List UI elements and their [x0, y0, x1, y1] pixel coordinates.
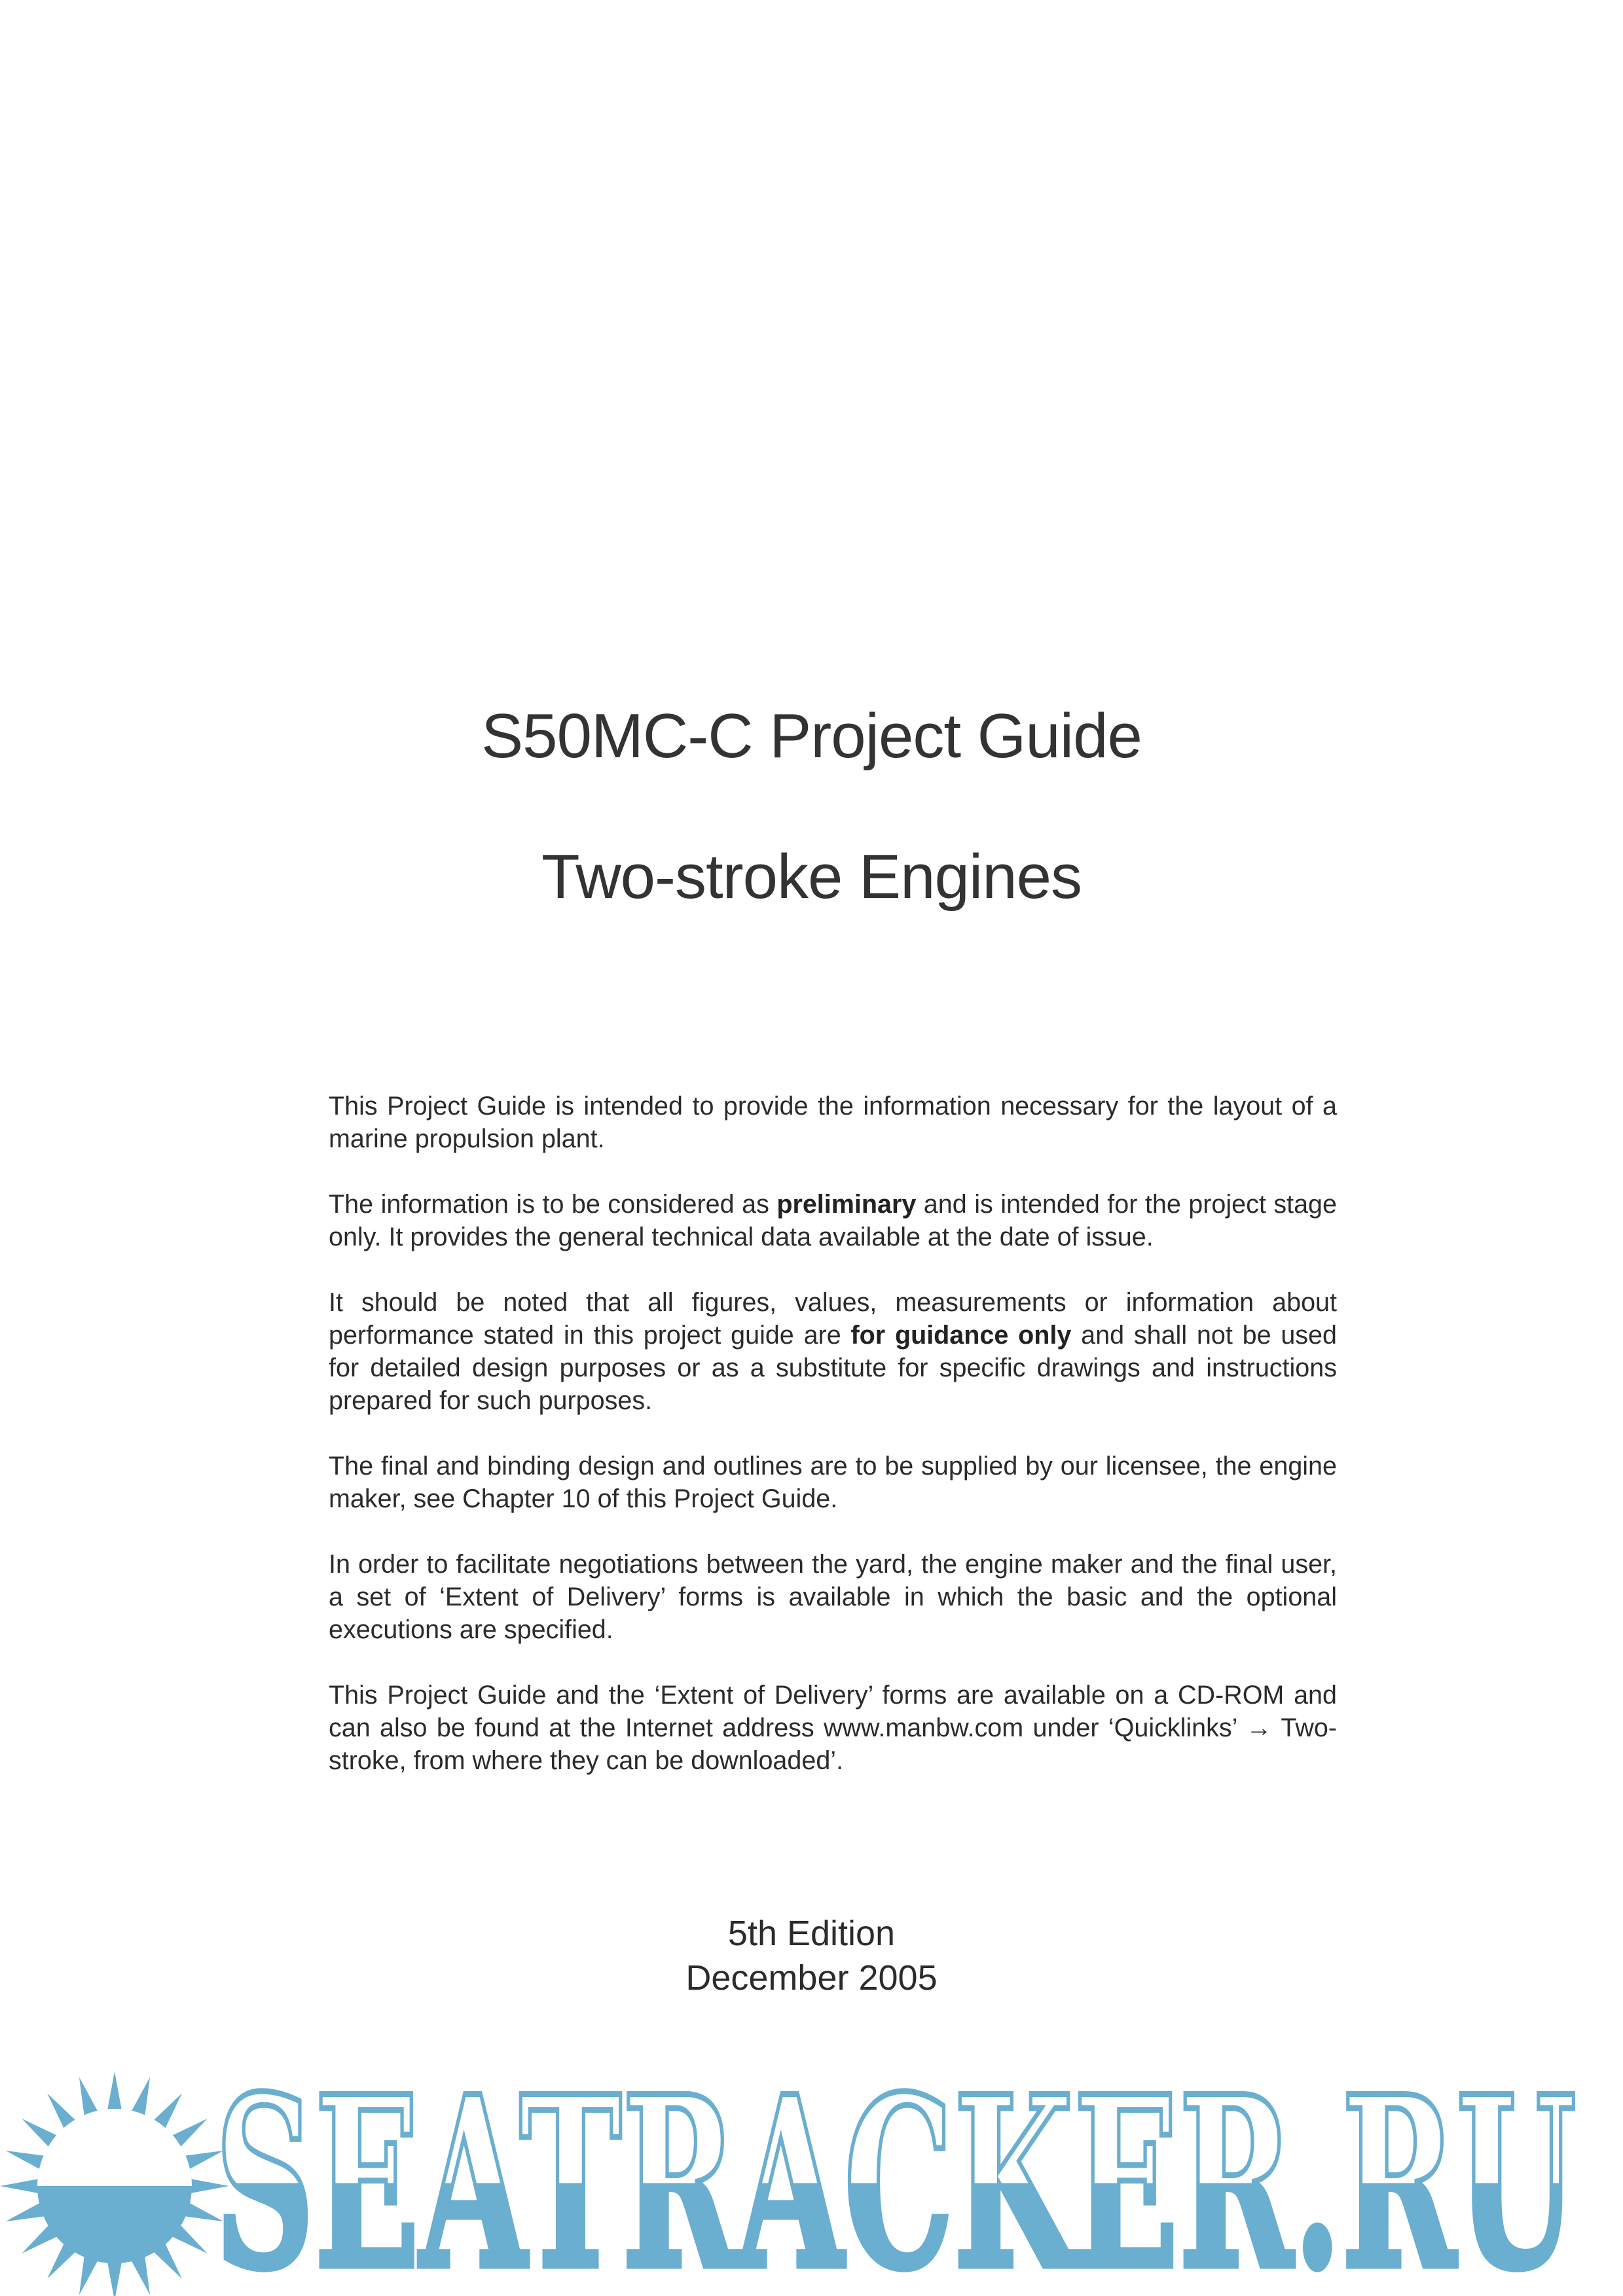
paragraph-6: This Project Guide and the ‘Extent of Delivery’ forms are available on a CD-ROM and can also be found at the Internet address www.manbw.com under ‘Quicklinks’ → Two-stroke, from where they can be downloaded’. — [329, 1681, 1337, 1775]
watermark-banner — [0, 2055, 1623, 2296]
intro-text — [329, 1090, 1337, 1810]
watermark-text: SEATRACKER.RU — [215, 2055, 1577, 2296]
paragraph-1: This Project Guide is intended to provide the information necessary for the layout of a marine propulsion plant. — [329, 1092, 1337, 1153]
paragraph-2: The information is to be considered as preliminary and is intended for the project stage only. It provides the general technical data available at the date of issue. — [329, 1190, 1337, 1251]
paragraph-4: The final and binding design and outlines are to be supplied by our licensee, the engine maker, see Chapter 10 of this Project Guide. — [329, 1452, 1337, 1513]
page-subtitle: Two-stroke Engines — [541, 842, 1082, 912]
edition-label: 5th Edition — [727, 1914, 896, 1953]
paragraph-5: In order to facilitate negotiations between the yard, the engine maker and the final user, a set of ‘Extent of Delivery’ forms is available in which the basic and the optional executions are specified. — [329, 1550, 1337, 1644]
page-title: S50MC-C Project Guide — [481, 701, 1142, 771]
sun-logo-icon — [0, 2072, 229, 2296]
edition-date: December 2005 — [685, 1958, 938, 1998]
paragraph-3: It should be noted that all figures, values, measurements or information about performance stated in this project guide are for guidance only and shall not be used for detailed design purposes or as a substitute for specific drawings and instructions prepared for such purposes. — [329, 1288, 1337, 1415]
